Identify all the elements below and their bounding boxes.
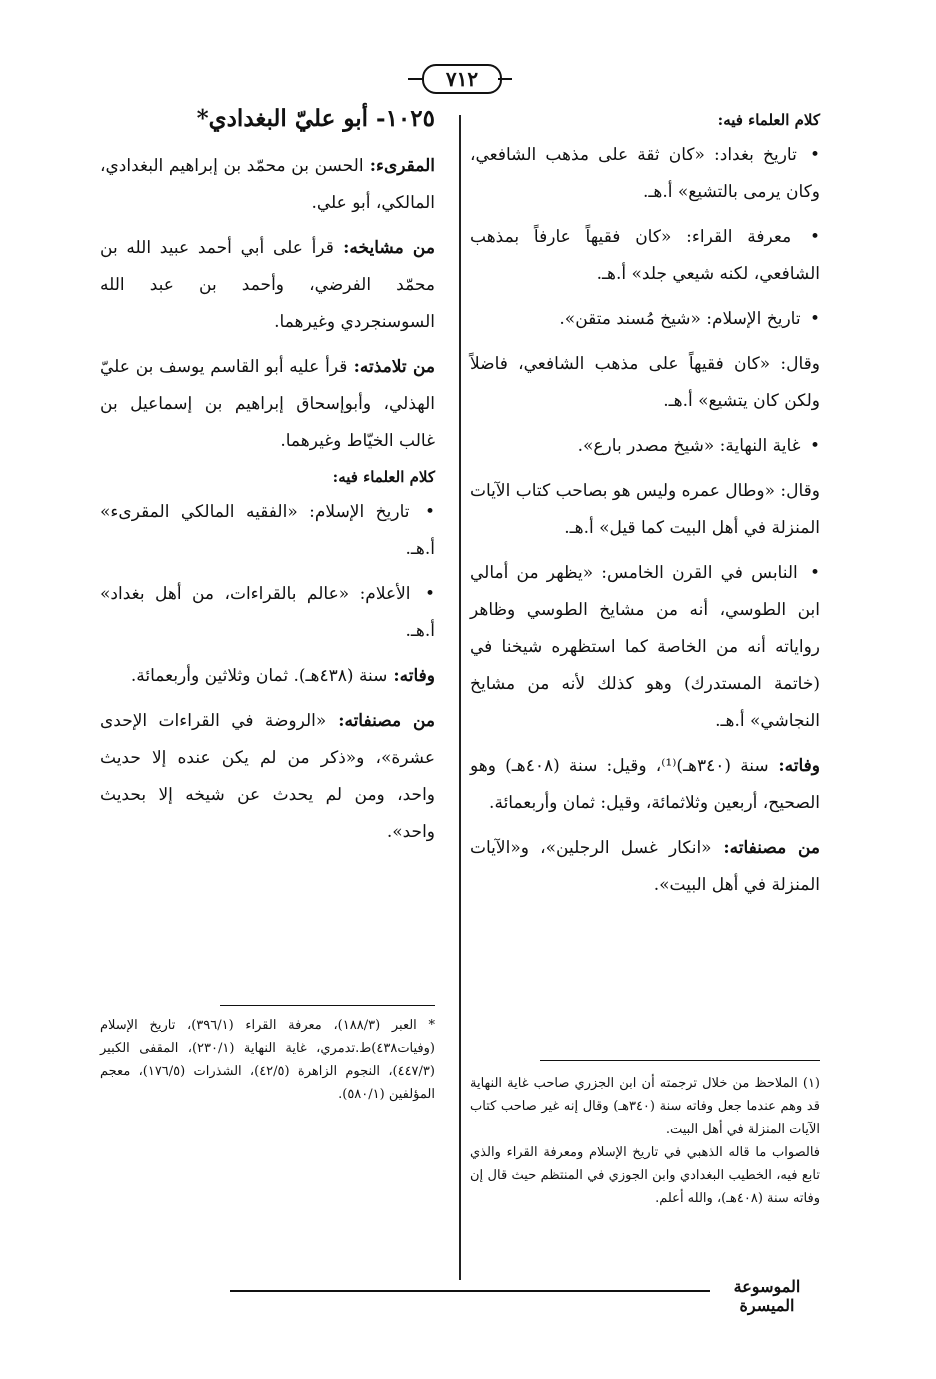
- paragraph-text: معرفة القراء: «كان فقيهاً عارفاً بمذهب الشافعي، لكنه شيعي جلد» أ.هـ.: [470, 227, 820, 284]
- footnote: (١) الملاحظ من خلال ترجمته أن ابن الجزري صاحب غاية النهاية قد وهم عندما جعل وفاته سنة (٣٤٠هـ) وقال إنه غير صاحب كتاب الآيات المنزلة في أهل البيت.: [470, 1076, 820, 1137]
- footnote: * العبر (١٨٨/٣)، معرفة القراء (٣٩٦/١)، تاريخ الإسلام (وفيات٤٣٨)ط.تدمري، غاية النهاية (٢٣٠/١)، المقفى الكبير (٤٤٧/٣)، النجوم الزاهرة (٤٢/٥)، الشذرات (١٧٦/٥)، معجم المؤلفين (٥٨٠/١).: [100, 1018, 436, 1102]
- paragraph: [470, 346, 820, 420]
- bullet-icon: •: [804, 309, 820, 329]
- bullet-icon: •: [795, 227, 820, 247]
- paragraph-text: غاية النهاية: «شيخ مصدر بارع».: [577, 436, 801, 456]
- paragraph: [100, 148, 435, 222]
- paragraph: [470, 219, 820, 293]
- paragraph: [100, 349, 435, 460]
- paragraph-label: من مصنفاته:: [711, 838, 820, 858]
- left-column: [100, 105, 435, 859]
- footer-rule: [230, 1290, 710, 1292]
- paragraph-label: وفاته:: [768, 756, 820, 776]
- paragraph-text: النابس في القرن الخامس: «يظهر من أمالي ابن الطوسي، أنه من مشايخ الطوسي وظاهر رواياته أنه من الخاصة كما استظهره شيخنا في (خاتمة المستدرك) وهو كذلك لأنه من مشايخ النجاشي» أ.هـ.: [470, 563, 820, 731]
- paragraph-label: المقرىء:: [363, 156, 435, 176]
- paragraph-text: الأعلام: «عالم بالقراءات، من أهل بغداد» أ.هـ.: [100, 584, 435, 641]
- paragraph: [470, 301, 820, 338]
- paragraph-text: تاريخ الإسلام: «الفقيه المالكي المقرىء» أ.هـ.: [100, 502, 435, 559]
- page-number-ornament: [408, 58, 512, 100]
- left-paragraphs-2: [100, 494, 435, 851]
- paragraph-text: «الروضة في القراءات الإحدى عشرة»، و«ذكر من لم يكن عنده إلا حديث واحد، ومن لم يحدث عن شيخه إلا بحديث واحد».: [100, 711, 435, 842]
- footnote-rule-right: [540, 1060, 820, 1061]
- paragraph: [470, 428, 820, 465]
- paragraph-text: قرأ عليه أبو القاسم يوسف بن عليّ الهذلي، وأبوإسحاق إبراهيم بن إسماعيل بن غالب الخيّاط وغيرهما.: [100, 357, 435, 451]
- footnotes-left: [100, 1014, 435, 1106]
- footnote: فالصواب ما قاله الذهبي في تاريخ الإسلام ومعرفة القراء والذي تابع فيه، الخطيب البغدادي وابن الجوزي في المنتظم حيث قال إن وفاته سنة (٤٠٨هـ)، والله أعلم.: [470, 1145, 820, 1206]
- bullet-icon: •: [801, 563, 820, 583]
- bullet-icon: •: [800, 145, 821, 165]
- bullet-icon: •: [413, 502, 435, 522]
- paragraph: [100, 494, 435, 568]
- paragraph-text: تاريخ بغداد: «كان ثقة على مذهب الشافعي، وكان يرمى بالتشيع» أ.هـ.: [470, 145, 820, 202]
- entry-title: ١٠٢٥- أبو عليّ البغدادي*: [196, 105, 435, 132]
- ornament-line-right: [498, 78, 512, 80]
- paragraph: [100, 658, 435, 695]
- paragraph-text: تاريخ الإسلام: «شيخ مُسند متقن».: [559, 309, 801, 329]
- right-paragraphs: [470, 137, 820, 904]
- footer-title: الموسوعة الميسرة: [733, 1277, 801, 1315]
- bullet-icon: •: [414, 584, 435, 604]
- column-divider: [459, 115, 461, 1280]
- paragraph-text: الحسن بن محمّد بن إبراهيم البغدادي، المالكي، أبو علي.: [100, 156, 435, 213]
- scholars-opinions-heading: كلام العلماء فيه:: [717, 111, 820, 129]
- paragraph: [470, 137, 820, 211]
- right-column: [470, 105, 820, 912]
- paragraph-text: وقال: «كان فقيهاً على مذهب الشافعي، فاضلاً ولكن كان يتشيع» أ.هـ.: [470, 354, 820, 411]
- paragraph-label: من تلامذته:: [347, 357, 435, 377]
- paragraph-label: من مصنفاته:: [326, 711, 435, 731]
- paragraph: [470, 830, 820, 904]
- paragraph-label: وفاته:: [387, 666, 435, 686]
- paragraph: [100, 230, 435, 341]
- paragraph-text: «انكار غسل الرجلين»، و«الآيات المنزلة في أهل البيت».: [470, 838, 820, 895]
- paragraph-text: سنة (٣٤٠هـ)⁽¹⁾، وقيل: سنة (٤٠٨هـ) وهو الصحيح، أربعين وثلاثمائة، وقيل: ثمان وأربعمائة.: [470, 756, 820, 813]
- paragraph-text: سنة (٤٣٨هـ). ثمان وثلاثين وأربعمائة.: [130, 666, 388, 686]
- scholars-opinions-heading-left: كلام العلماء فيه:: [332, 468, 435, 486]
- paragraph-text: قرأ على أبي أحمد عبيد الله بن محمّد الفرضي، وأحمد بن عبد الله السوسنجردي وغيرهما.: [100, 238, 435, 332]
- paragraph: [100, 576, 435, 650]
- footnotes-right: [470, 1072, 820, 1210]
- paragraph: [470, 473, 820, 547]
- ornament-line-left: [408, 78, 422, 80]
- paragraph: [470, 748, 820, 822]
- paragraph: [470, 555, 820, 740]
- left-paragraphs: [100, 148, 435, 460]
- paragraph-label: من مشايخه:: [333, 238, 435, 258]
- footnote-rule-left: [220, 1005, 435, 1006]
- page-number: ٧١٢: [422, 64, 502, 94]
- paragraph: [100, 703, 435, 851]
- bullet-icon: •: [804, 436, 820, 456]
- paragraph-text: وقال: «وطال عمره وليس هو بصاحب كتاب الآيات المنزلة في أهل البيت كما قيل» أ.هـ.: [470, 481, 820, 538]
